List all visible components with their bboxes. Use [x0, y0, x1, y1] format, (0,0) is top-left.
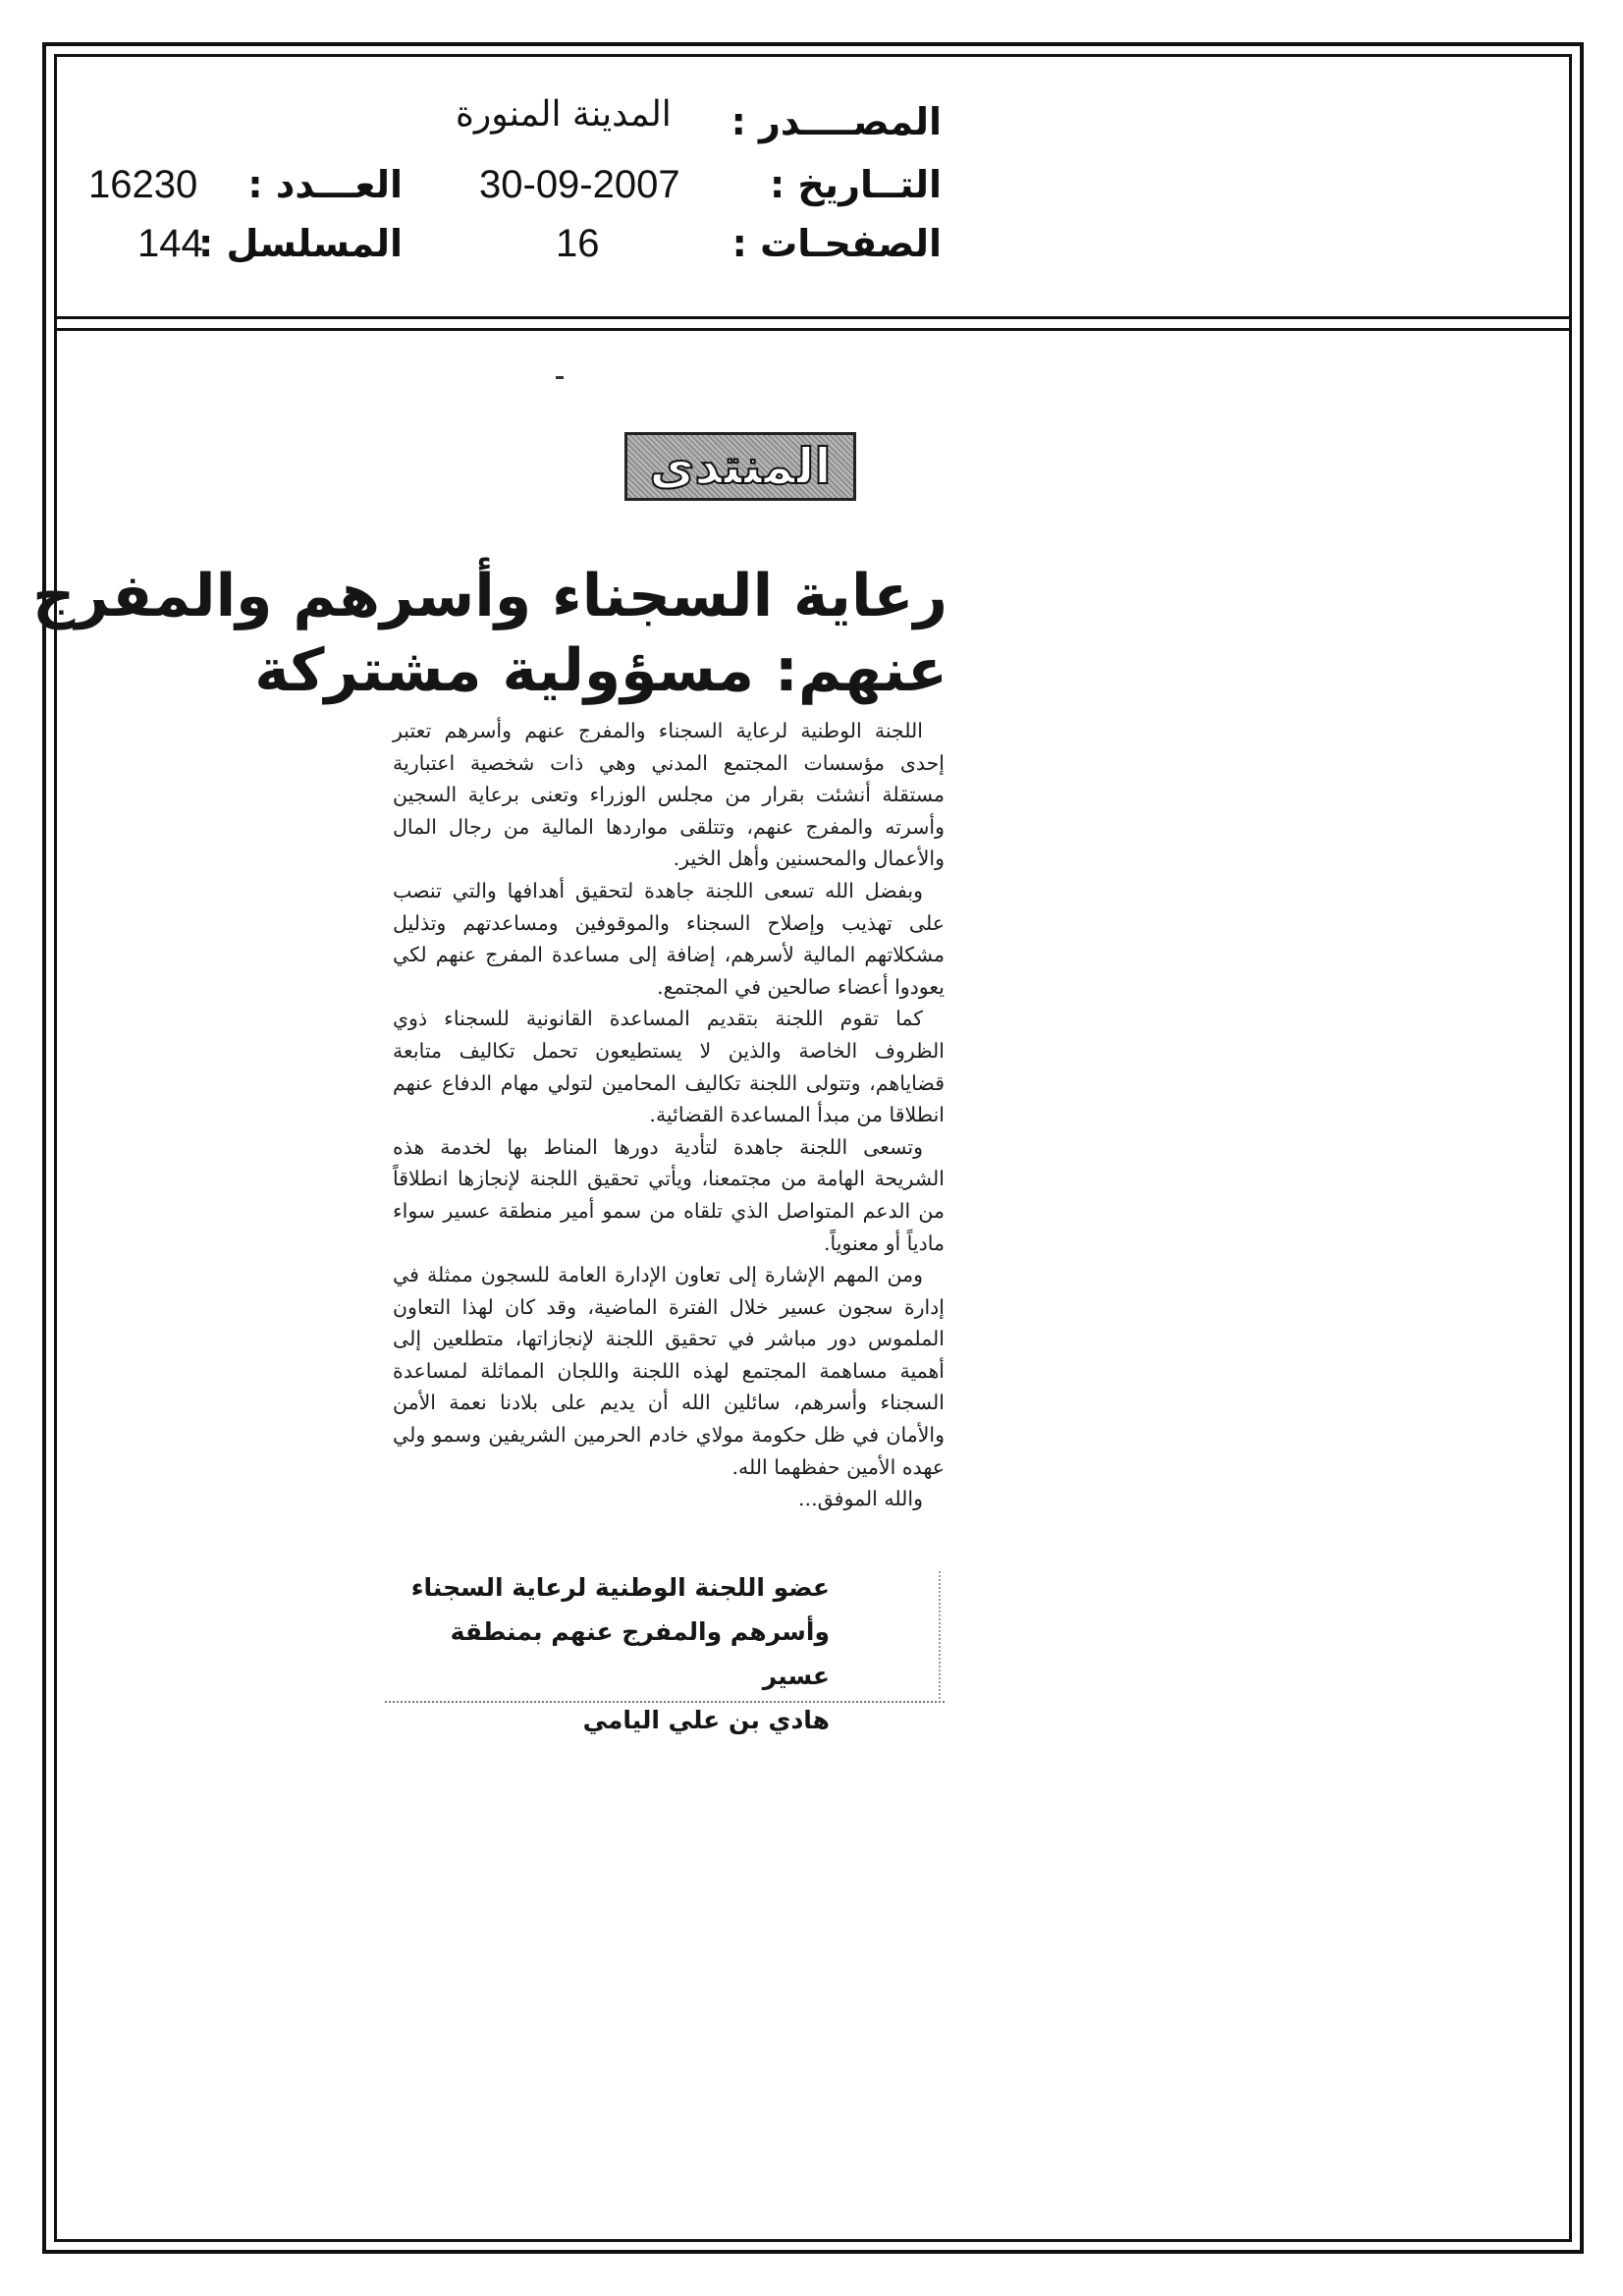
issue-label: العـــدد :: [247, 163, 403, 206]
article-paragraph: اللجنة الوطنية لرعاية السجناء والمفرج عنهم وأسرهم تعتبر إحدى مؤسسات المجتمع المدني وهي ذات شخصية اعتبارية مستقلة أنشئت بقرار من مجلس الوزراء وتعنى برعاية السجين وأسرته والمفرج عنهم، وتتلقى مواردها المالية من رجال المال والأعمال والمحسنين وأهل الخير.: [393, 719, 945, 871]
article-paragraph: وبفضل الله تسعى اللجنة جاهدة لتحقيق أهدافها والتي تنصب على تهذيب وإصلاح السجناء والموقوفين ومساعدتهم وتذليل مشكلاتهم المالية لأسرهم، إضافة إلى مساعدة المفرج عنهم لكي يعودوا أعضاء صالحين في المجتمع.: [393, 878, 945, 999]
date-label: التــاريخ :: [769, 163, 942, 206]
pages-label: الصفحـات :: [731, 222, 942, 265]
pages-value: 16: [556, 222, 600, 265]
source-label: المصــــدر :: [730, 100, 942, 143]
author-signature: [398, 1565, 830, 1742]
serial-value: 144: [137, 222, 203, 265]
date-value: 30-09-2007: [479, 163, 680, 206]
issue-value: 16230: [88, 163, 198, 206]
signature-line-2: وأسرهم والمفرج عنهم بمنطقة عسير: [450, 1617, 830, 1690]
clipping-edge: [939, 1571, 941, 1699]
source-value: المدينة المنورة: [456, 94, 672, 135]
header-divider-bottom: [54, 328, 1572, 331]
scan-mark: [556, 376, 564, 379]
serial-label: المسلسل :: [198, 222, 403, 265]
signature-line-3: هادي بن علي اليامي: [582, 1706, 830, 1734]
headline-line-1: رعاية السجناء وأسرهم والمفرج: [32, 562, 947, 630]
section-tag: [624, 432, 856, 501]
section-tag-label: المنتدى: [649, 438, 832, 495]
article-paragraph: كما تقوم اللجنة بتقديم المساعدة القانونية للسجناء ذوي الظروف الخاصة والذين لا يستطيعون تحمل تكاليف متابعة قضاياهم، وتتولى اللجنة تكاليف المحامين لتولي مهام الدفاع عنهم انطلاقا من مبدأ المساعدة القضائية.: [393, 1007, 945, 1127]
article-paragraph: وتسعى اللجنة جاهدة لتأدية دورها المناط بها لخدمة هذه الشريحة الهامة من مجتمعنا، ويأتي تحقيق اللجنة لإنجازها انطلاقاً من الدعم المتواصل الذي تلقاه من سمو أمير منطقة عسير سواء مادياً أو معنوياً.: [393, 1134, 945, 1255]
article-closing: والله الموفق...: [798, 1487, 923, 1511]
signature-line-1: عضو اللجنة الوطنية لرعاية السجناء: [410, 1573, 830, 1602]
article-body: [393, 715, 945, 1515]
headline-line-2: عنهم: مسؤولية مشتركة: [254, 636, 947, 705]
header-divider-top: [54, 316, 1572, 319]
clipping-bottom-edge: [385, 1701, 945, 1703]
article-paragraph: ومن المهم الإشارة إلى تعاون الإدارة العامة للسجون ممثلة في إدارة سجون عسير خلال الفترة الماضية، وقد كان لهذا التعاون الملموس دور مباشر في تحقيق اللجنة لإنجازاتها، متطلعين إلى أهمية مساهمة المجتمع لهذه اللجنة واللجان المماثلة لمساعدة السجناء وأسرهم، سائلين الله أن يديم على بلادنا نعمة الأمن والأمان في ظل حكومة مولاي خادم الحرمين الشريفين وسمو ولي عهده الأمين حفظهما الله.: [393, 1263, 945, 1479]
